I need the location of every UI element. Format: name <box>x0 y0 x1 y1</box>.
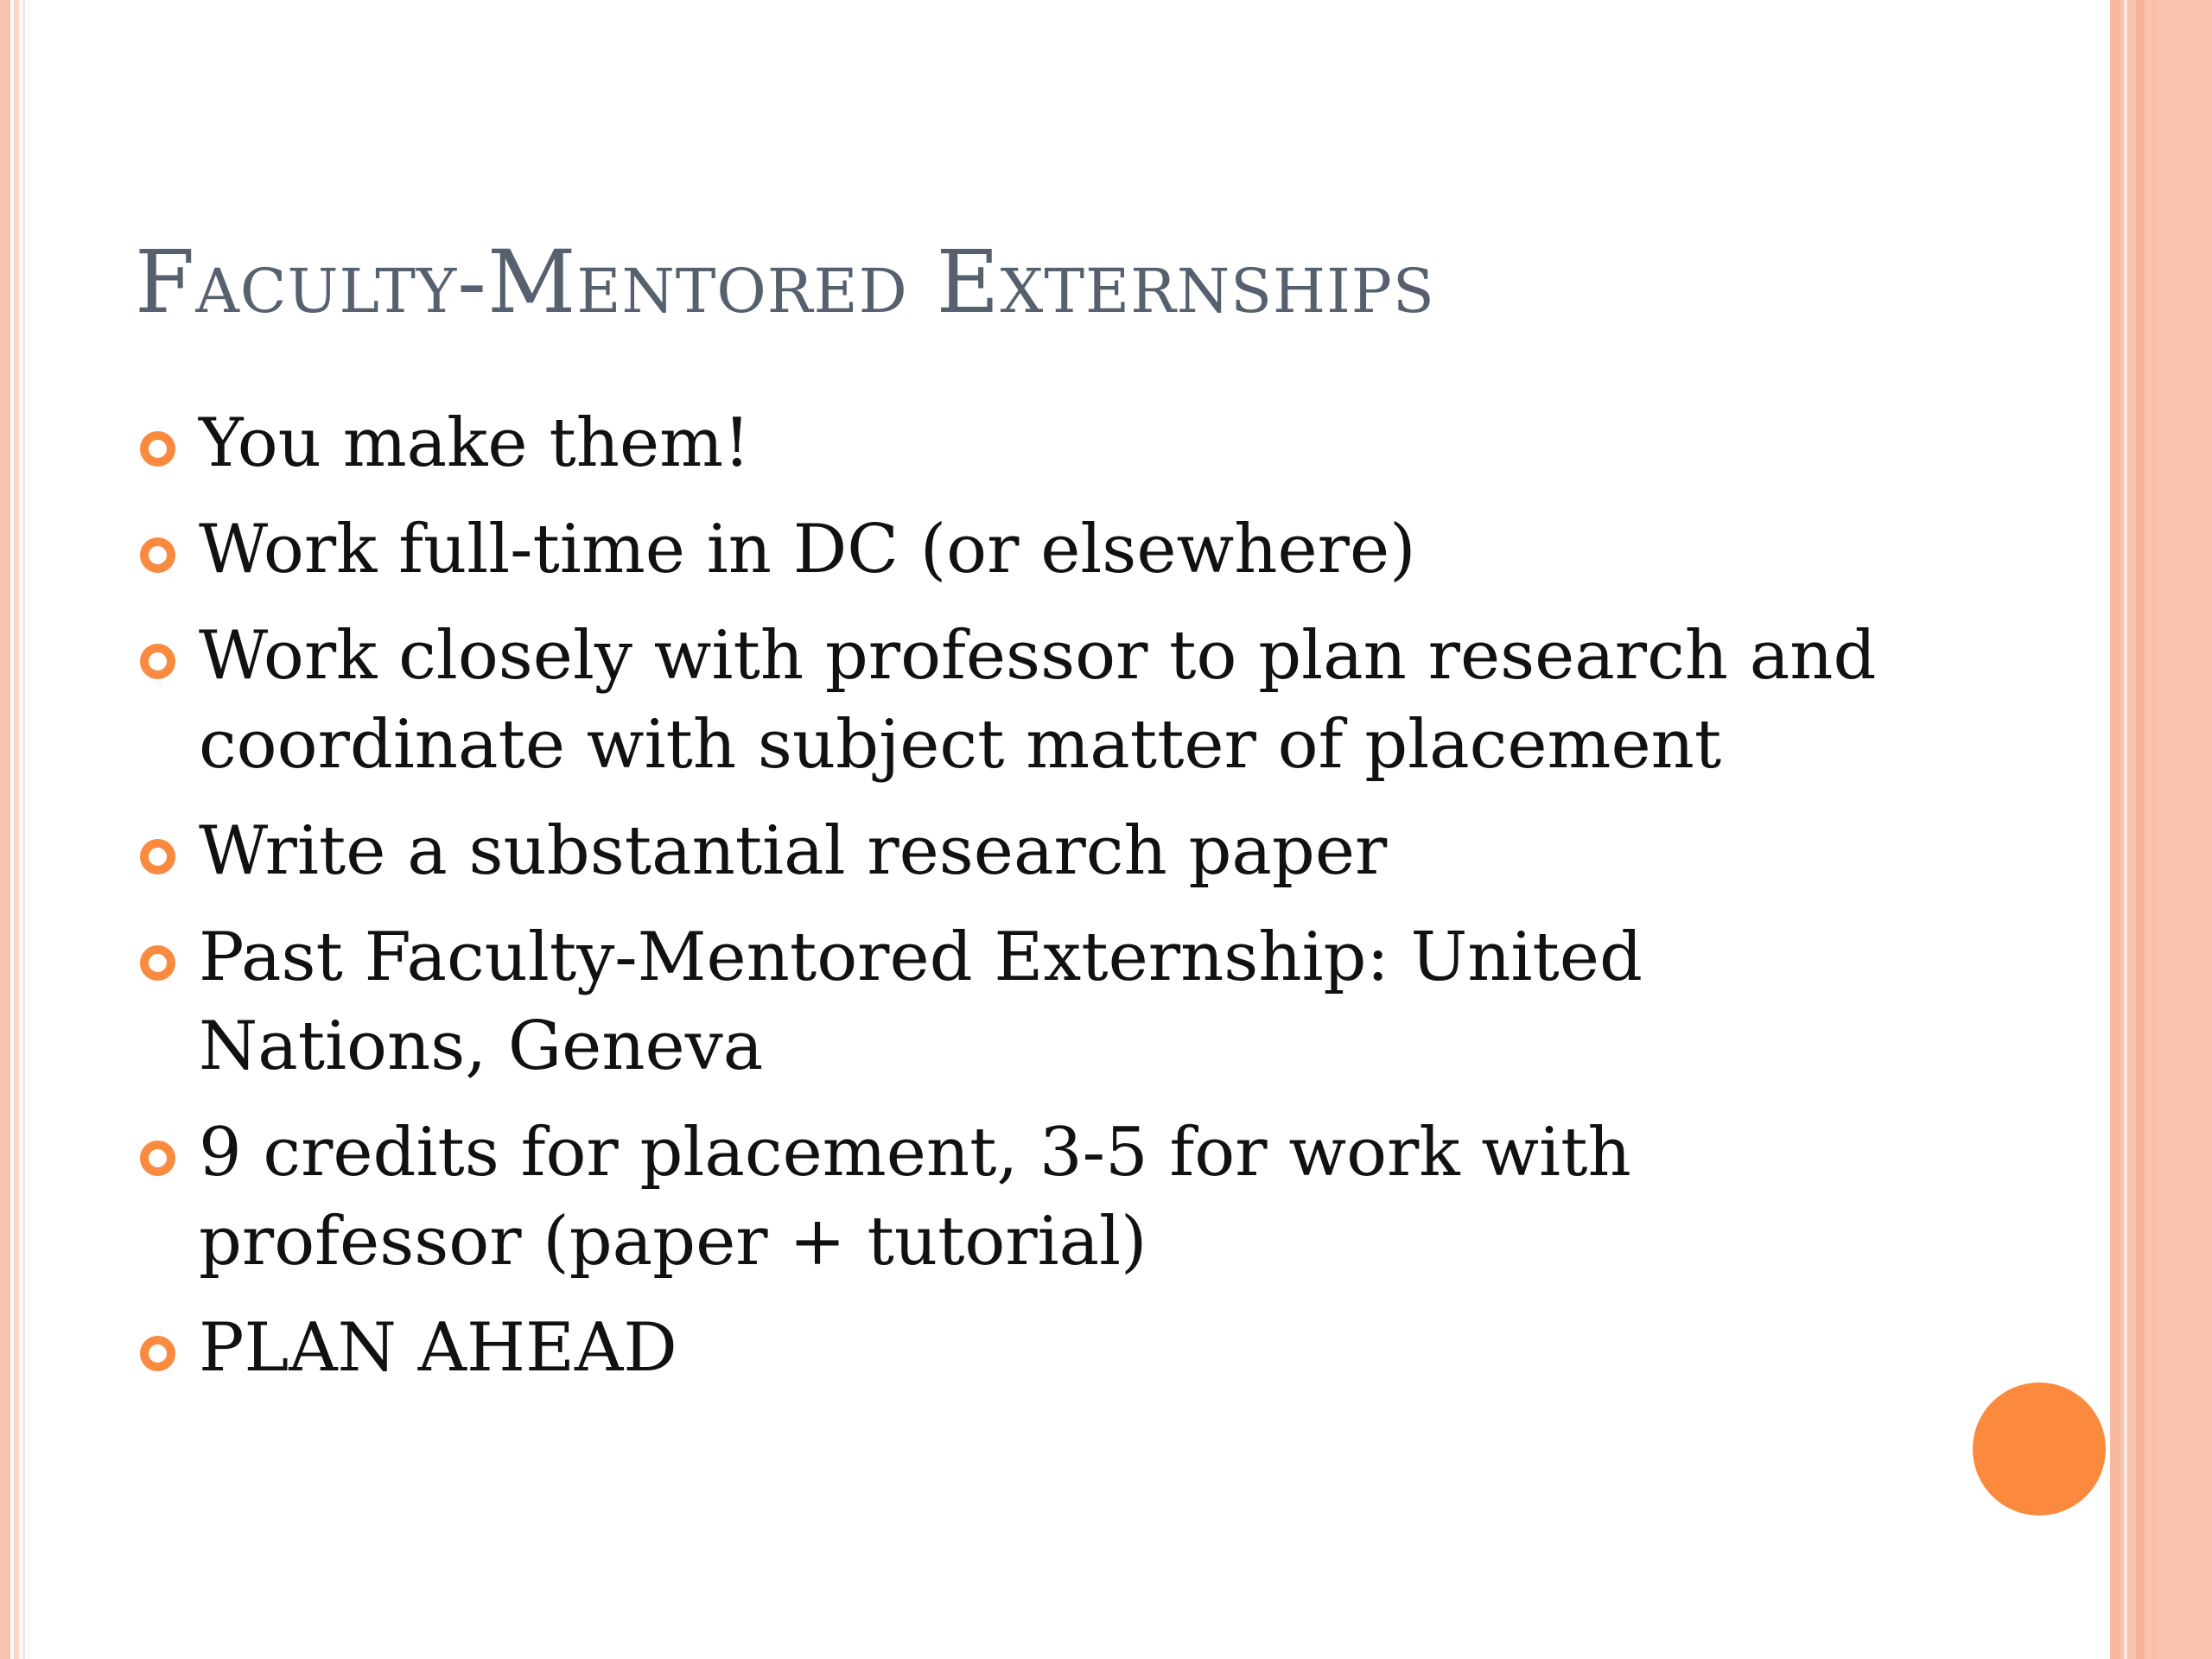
bullet-text: Write a substantial research paper <box>199 812 1388 890</box>
ring-bullet-icon <box>140 839 175 874</box>
bullet-item <box>135 913 1949 1091</box>
bullet-text: Past Faculty-Mentored Externship: United Nations, Geneva <box>199 918 1643 1085</box>
bullet-text: PLAN AHEAD <box>199 1309 677 1387</box>
ring-bullet-icon <box>140 537 175 573</box>
bullet-item <box>135 505 1949 594</box>
bullet-text: 9 credits for placement, 3-5 for work with professor (paper + tutorial) <box>199 1114 1631 1281</box>
bullet-text: Work closely with professor to plan research and coordinate with subject matter of placement <box>199 617 1877 784</box>
right-border-line <box>2136 0 2145 1659</box>
ring-bullet-icon <box>140 431 175 467</box>
ring-bullet-icon <box>140 945 175 981</box>
bullet-item <box>135 1304 1949 1393</box>
ring-bullet-icon <box>140 644 175 679</box>
ring-bullet-icon <box>140 1141 175 1176</box>
left-border-stripe <box>0 0 10 1659</box>
bullet-item <box>135 399 1949 488</box>
bullet-item <box>135 612 1949 790</box>
ring-bullet-icon <box>140 1336 175 1371</box>
bullet-item <box>135 1109 1949 1287</box>
bullet-list <box>135 399 1949 1410</box>
bullet-item <box>135 807 1949 896</box>
orange-circle-icon <box>1973 1382 2106 1516</box>
right-border-line <box>2124 0 2127 1659</box>
bullet-text: You make them! <box>199 404 751 482</box>
left-border-stripe <box>14 0 19 1659</box>
right-border-line <box>2110 0 2120 1659</box>
right-border-line <box>2152 0 2157 1659</box>
left-border-stripe <box>22 0 25 1659</box>
slide-title: Faculty-Mentored Externships <box>135 232 1435 333</box>
bullet-text: Work full-time in DC (or elsewhere) <box>199 511 1416 588</box>
